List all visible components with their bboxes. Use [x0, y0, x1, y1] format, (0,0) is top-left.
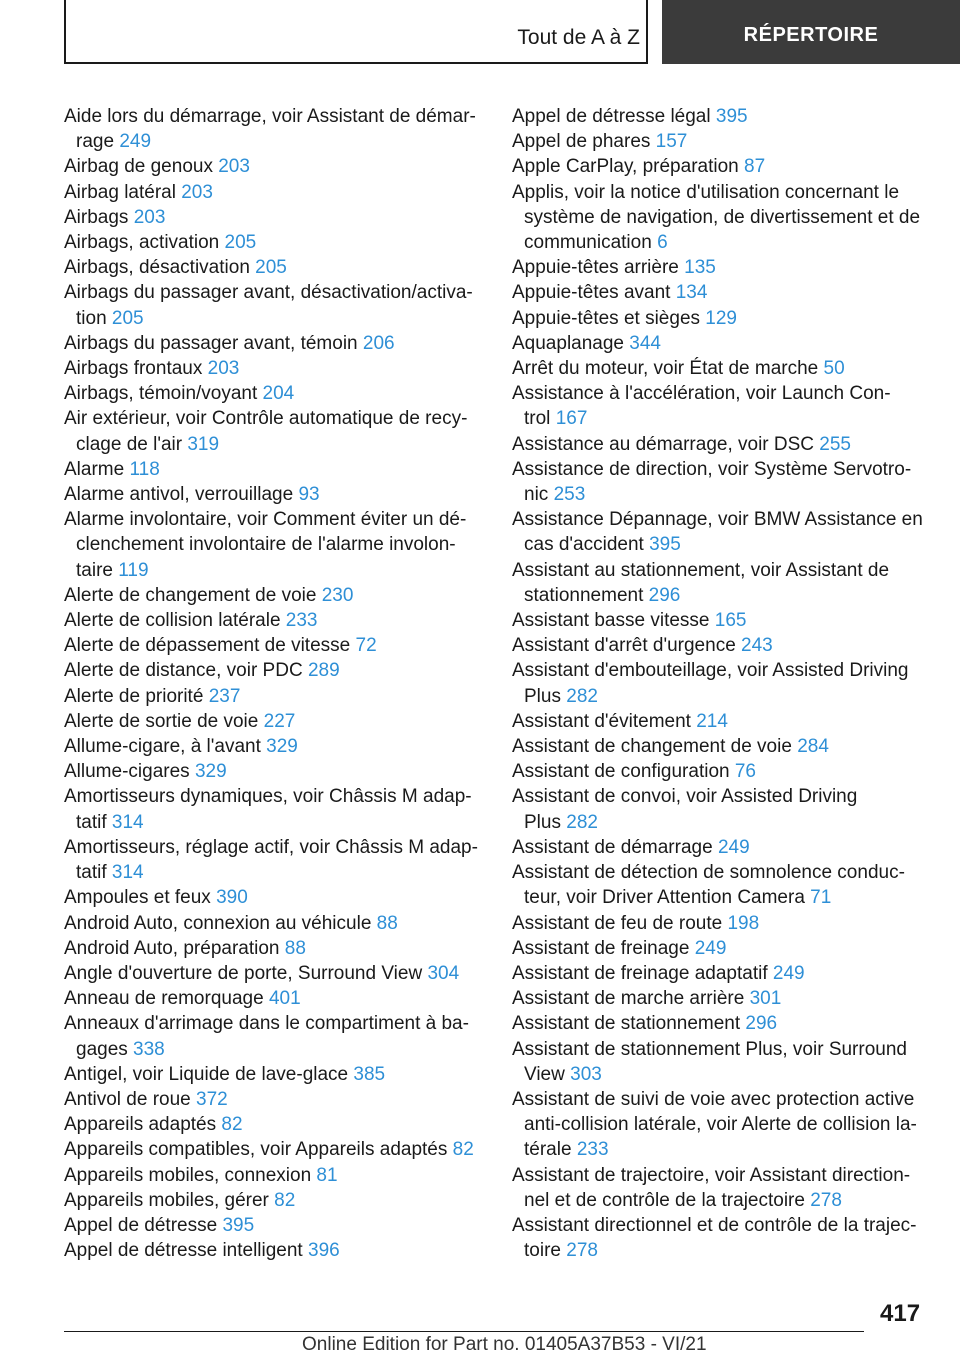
- header-section-title: Tout de A à Z: [517, 26, 640, 49]
- page-reference-link[interactable]: 304: [427, 962, 460, 984]
- index-entry: [64, 759, 478, 784]
- page-reference-link[interactable]: 255: [819, 433, 851, 455]
- index-entry-text: Appuie-têtes arrière: [512, 257, 685, 279]
- page-reference-link[interactable]: 329: [194, 761, 227, 783]
- index-entry-text: clage de l'air: [76, 433, 188, 455]
- index-entry-text: Aquaplanage: [512, 332, 630, 354]
- page-reference-link[interactable]: 282: [566, 811, 598, 833]
- page-reference-link[interactable]: 303: [570, 1063, 602, 1085]
- index-entry: [64, 406, 478, 456]
- index-entry-text: Appareils mobiles, gérer: [64, 1189, 275, 1211]
- index-entry: [512, 860, 930, 910]
- index-entry-text: Appel de phares: [512, 131, 656, 153]
- index-entry-text: Antigel, voir Liquide de lave-glace: [64, 1063, 354, 1085]
- page-reference-link[interactable]: 76: [734, 761, 756, 783]
- page-reference-link[interactable]: 165: [714, 610, 747, 632]
- index-entry: [64, 658, 478, 683]
- index-entry: [64, 633, 478, 658]
- index-entry-text: Appareils mobiles, connexion: [64, 1164, 317, 1186]
- index-entry-text: Anneau de remorquage: [64, 988, 269, 1010]
- index-entry-text: Amortisseurs, réglage actif, voir Châssis M adap‐: [64, 836, 478, 858]
- page-reference-link[interactable]: 88: [284, 937, 306, 959]
- index-entry-text: tatif: [76, 862, 112, 884]
- index-entry: [64, 1137, 478, 1162]
- index-entry-text: Android Auto, connexion au véhicule: [64, 912, 377, 934]
- page-reference-link[interactable]: 249: [717, 836, 750, 858]
- index-entry: [64, 1087, 478, 1112]
- index-entry-text: Assistant de configuration: [512, 761, 735, 783]
- index-entry-text: Airbags du passager avant, témoin: [64, 332, 363, 354]
- index-entry-text: tatif: [76, 811, 112, 833]
- page-reference-link[interactable]: 203: [207, 358, 240, 380]
- page-reference-link[interactable]: 395: [222, 1214, 255, 1236]
- index-entry-text: Applis, voir la notice d'utilisation concernant le: [512, 181, 900, 203]
- index-entry-text: Antivol de roue: [64, 1088, 197, 1110]
- index-entry-text: clenchement involontaire de l'alarme involon‐: [76, 534, 456, 556]
- index-entry-text: système de navigation, de divertissement et de: [524, 206, 921, 228]
- index-entry: [64, 507, 478, 583]
- index-entry-text: Assistant basse vitesse: [512, 610, 715, 632]
- page-reference-link[interactable]: 329: [266, 736, 298, 758]
- index-entry: [512, 1163, 930, 1213]
- page-reference-link[interactable]: 249: [772, 962, 805, 984]
- index-entry-text: Assistant de feu de route: [512, 912, 728, 934]
- index-entry-text: View: [524, 1063, 571, 1085]
- index-entry: [512, 709, 930, 734]
- page-reference-link[interactable]: 167: [555, 408, 588, 430]
- index-entry: [512, 129, 930, 154]
- index-entry-text: Arrêt du moteur, voir État de marche: [512, 358, 824, 380]
- index-entry-text: Appel de détresse légal: [512, 106, 716, 127]
- index-entry-text: Appel de détresse: [64, 1214, 223, 1236]
- index-entry-text: Ampoules et feux: [64, 887, 217, 909]
- index-entry-text: Assistance de direction, voir Système Servotro‐: [512, 458, 912, 480]
- index-entry: [512, 331, 930, 356]
- index-entry: [512, 961, 930, 986]
- index-entry: [64, 356, 478, 381]
- index-entry-text: Airbags, témoin/voyant: [64, 383, 263, 405]
- index-entry: [512, 280, 930, 305]
- page-reference-link[interactable]: 230: [321, 584, 354, 606]
- index-entry-text: anti-collision latérale, voir Alerte de collision la‐: [524, 1114, 917, 1136]
- index-entry: [64, 381, 478, 406]
- index-entry: [512, 608, 930, 633]
- index-entry: [64, 104, 478, 154]
- page-reference-link[interactable]: 227: [263, 710, 296, 732]
- index-entry-text: Anneaux d'arrimage dans le compartiment à ba‐: [64, 1013, 469, 1035]
- index-entry: [512, 1011, 930, 1036]
- index-entry-text: communication: [524, 232, 658, 254]
- index-entry: [512, 432, 930, 457]
- page-reference-link[interactable]: 372: [196, 1088, 228, 1110]
- page-number: 417: [880, 1300, 921, 1327]
- index-entry: [64, 180, 478, 205]
- index-entry: [512, 507, 930, 557]
- page-reference-link[interactable]: 237: [208, 685, 241, 707]
- index-entry-text: Assistant de freinage: [512, 937, 695, 959]
- index-entry: [512, 784, 930, 834]
- page-reference-link[interactable]: 118: [129, 458, 160, 480]
- index-entry-text: Airbags, activation: [64, 232, 225, 254]
- index-entry-text: Alerte de sortie de voie: [64, 710, 264, 732]
- page-reference-link[interactable]: 385: [353, 1063, 386, 1085]
- index-entry-text: tion: [76, 307, 112, 329]
- index-entry-text: Assistant de trajectoire, voir Assistant direction‐: [512, 1164, 911, 1186]
- index-entry-text: Angle d'ouverture de porte, Surround View: [64, 962, 428, 984]
- index-entry: [512, 658, 930, 708]
- page-reference-link[interactable]: 249: [119, 131, 152, 153]
- index-entry-text: Amortisseurs dynamiques, voir Châssis M adap‐: [64, 786, 472, 808]
- index-entry-text: rage: [76, 131, 120, 153]
- index-entry-text: stationnement: [524, 584, 649, 606]
- index-entry: [64, 1062, 478, 1087]
- index-entry-text: Assistance au démarrage, voir DSC: [512, 433, 820, 455]
- index-entry-text: Air extérieur, voir Contrôle automatique de recy‐: [64, 408, 468, 430]
- index-entry-text: taire: [76, 559, 119, 581]
- index-entry: [64, 734, 478, 759]
- page-reference-link[interactable]: 135: [684, 257, 716, 279]
- index-entry: [512, 457, 930, 507]
- page-reference-link[interactable]: 82: [221, 1114, 243, 1136]
- index-entry: [64, 885, 478, 910]
- index-entry-text: Assistant de changement de voie: [512, 736, 798, 758]
- index-entry-text: Appel de détresse intelligent: [64, 1240, 308, 1262]
- index-entry-text: Appuie-têtes avant: [512, 282, 676, 304]
- page-reference-link[interactable]: 205: [255, 257, 287, 279]
- page-reference-link[interactable]: 205: [224, 232, 257, 254]
- index-entry-text: Airbags frontaux: [64, 358, 208, 380]
- page-reference-link[interactable]: 233: [285, 610, 318, 632]
- index-entry-text: Assistant de stationnement Plus, voir Surround: [512, 1038, 907, 1060]
- index-entry-text: gages: [76, 1038, 134, 1060]
- index-entry-text: Alerte de dépassement de vitesse: [64, 635, 356, 657]
- index-entry-text: Assistant de marche arrière: [512, 988, 750, 1010]
- page-reference-link[interactable]: 82: [274, 1189, 296, 1211]
- index-entry: [64, 1213, 478, 1238]
- page-reference-link[interactable]: 50: [823, 358, 845, 380]
- page-reference-link[interactable]: 314: [111, 862, 144, 884]
- index-entry-text: Assistant d'évitement: [512, 710, 697, 732]
- page-reference-link[interactable]: 203: [181, 181, 213, 203]
- index-entry-text: Airbag latéral: [64, 181, 182, 203]
- index-entry-text: Assistant de suivi de voie avec protection active: [512, 1088, 915, 1110]
- index-entry: [64, 986, 478, 1011]
- page-reference-link[interactable]: 243: [741, 635, 773, 657]
- index-entry: [512, 835, 930, 860]
- page-reference-link[interactable]: 71: [810, 887, 832, 909]
- index-entry: [64, 154, 478, 179]
- index-entry-text: Alarme antivol, verrouillage: [64, 484, 299, 506]
- index-entry-text: Assistant de détection de somnolence conduc‐: [512, 862, 905, 884]
- page-reference-link[interactable]: 396: [308, 1240, 340, 1262]
- index-entry: [512, 986, 930, 1011]
- index-entry: [64, 205, 478, 230]
- page-reference-link[interactable]: 282: [566, 685, 598, 707]
- page-reference-link[interactable]: 390: [216, 887, 248, 909]
- index-entry: [512, 381, 930, 431]
- index-entry-text: Alerte de priorité: [64, 685, 209, 707]
- index-entry-text: nel et de contrôle de la trajectoire: [524, 1189, 811, 1211]
- index-entry-text: Airbags: [64, 206, 134, 228]
- page-reference-link[interactable]: 296: [745, 1013, 778, 1035]
- index-entry-text: Assistant de freinage adaptatif: [512, 962, 773, 984]
- page-reference-link[interactable]: 301: [749, 988, 782, 1010]
- index-entry: [512, 154, 930, 179]
- index-entry: [512, 558, 930, 608]
- index-entry-text: Appareils compatibles, voir Appareils adaptés: [64, 1139, 453, 1161]
- index-entry: [512, 633, 930, 658]
- page-reference-link[interactable]: 278: [566, 1240, 598, 1262]
- index-entry-text: Airbags du passager avant, désactivation/activa‐: [64, 282, 473, 304]
- page-reference-link[interactable]: 278: [810, 1189, 842, 1211]
- index-entry: [64, 280, 478, 330]
- page-reference-link[interactable]: 81: [316, 1164, 338, 1186]
- index-entry: [64, 583, 478, 608]
- index-entry: [64, 1112, 478, 1137]
- index-entry: [512, 1037, 930, 1087]
- page-reference-link[interactable]: 319: [187, 433, 220, 455]
- index-entry-text: Allume-cigares: [64, 761, 195, 783]
- index-entry-text: teur, voir Driver Attention Camera: [524, 887, 811, 909]
- page-reference-link[interactable]: 401: [268, 988, 301, 1010]
- page-reference-link[interactable]: 82: [452, 1139, 474, 1161]
- index-entry-text: Assistant de démarrage: [512, 836, 718, 858]
- index-entry-text: Alerte de changement de voie: [64, 584, 322, 606]
- index-entry: [64, 1188, 478, 1213]
- index-entry-text: Assistant de convoi, voir Assisted Driving: [512, 786, 858, 808]
- page-reference-link[interactable]: 134: [675, 282, 708, 304]
- index-entry: [512, 936, 930, 961]
- index-entry-text: Airbag de genoux: [64, 156, 219, 178]
- page-reference-link[interactable]: 93: [298, 484, 320, 506]
- page-reference-link[interactable]: 206: [362, 332, 395, 354]
- index-entry-text: Assistance à l'accélération, voir Launch Con‐: [512, 383, 891, 405]
- page-reference-link[interactable]: 203: [133, 206, 166, 228]
- index-entry-text: térale: [524, 1139, 577, 1161]
- index-entry-text: nic: [524, 484, 554, 506]
- index-entry: [64, 961, 478, 986]
- index-entry-text: Appareils adaptés: [64, 1114, 222, 1136]
- index-entry: [64, 1011, 478, 1061]
- index-entry: [512, 759, 930, 784]
- index-entry-text: Assistant d'arrêt d'urgence: [512, 635, 742, 657]
- index-entry: [512, 911, 930, 936]
- index-entry-text: Assistance Dépannage, voir BMW Assistance en: [512, 509, 923, 531]
- index-entry-text: Assistant directionnel et de contrôle de la trajec‐: [512, 1214, 917, 1236]
- index-entry: [64, 936, 478, 961]
- index-entry-text: Alarme: [64, 458, 130, 480]
- index-entry: [512, 1213, 930, 1263]
- page-reference-link[interactable]: 157: [655, 131, 688, 153]
- page-reference-link[interactable]: 87: [744, 156, 766, 178]
- index-entry: [512, 1087, 930, 1163]
- page-reference-link[interactable]: 72: [355, 635, 377, 657]
- index-entry: [64, 709, 478, 734]
- index-entry: [64, 684, 478, 709]
- index-entry-text: Aide lors du démarrage, voir Assistant de démar‐: [64, 106, 476, 127]
- index-entry: [512, 306, 930, 331]
- index-entry-text: trol: [524, 408, 556, 430]
- index-entry-text: Plus: [524, 685, 567, 707]
- header-chapter-tab: RÉPERTOIRE: [662, 0, 960, 64]
- page-reference-link[interactable]: 249: [694, 937, 727, 959]
- footer-divider: [64, 1331, 864, 1332]
- index-entry-text: Appuie-têtes et sièges: [512, 307, 706, 329]
- index-entry-text: Alerte de distance, voir PDC: [64, 660, 308, 682]
- index-column-left: [64, 104, 478, 1263]
- index-entry: [64, 835, 478, 885]
- index-entry-text: toire: [524, 1240, 567, 1262]
- page-reference-link[interactable]: 314: [111, 811, 144, 833]
- index-entry: [512, 104, 930, 129]
- page-reference-link[interactable]: 205: [111, 307, 144, 329]
- page-reference-link[interactable]: 88: [376, 912, 398, 934]
- page-reference-link[interactable]: 6: [657, 232, 668, 254]
- index-entry: [64, 784, 478, 834]
- index-entry-text: Assistant au stationnement, voir Assistant de: [512, 559, 890, 581]
- index-entry-text: Android Auto, préparation: [64, 937, 285, 959]
- page-reference-link[interactable]: 203: [218, 156, 250, 178]
- index-column-right: [512, 104, 930, 1263]
- index-entry-text: Assistant d'embouteillage, voir Assisted Driving: [512, 660, 909, 682]
- index-entry: [64, 1238, 478, 1263]
- index-entry-text: Plus: [524, 811, 567, 833]
- index-entry: [512, 356, 930, 381]
- index-entry-text: Assistant de stationnement: [512, 1013, 746, 1035]
- page-reference-link[interactable]: 198: [727, 912, 760, 934]
- index-entry-text: Airbags, désactivation: [64, 257, 256, 279]
- page-reference-link[interactable]: 296: [648, 584, 681, 606]
- index-entry-text: Alerte de collision latérale: [64, 610, 286, 632]
- page-reference-link[interactable]: 344: [629, 332, 661, 354]
- index-entry: [64, 331, 478, 356]
- footer-edition: Online Edition for Part no. 01405A37B53 - VI/21: [302, 1334, 707, 1355]
- index-entry-text: cas d'accident: [524, 534, 650, 556]
- page-reference-link[interactable]: 338: [133, 1038, 165, 1060]
- index-entry: [64, 1163, 478, 1188]
- page-reference-link[interactable]: 395: [715, 106, 748, 127]
- index-entry: [512, 734, 930, 759]
- index-entry: [64, 608, 478, 633]
- page-reference-link[interactable]: 395: [649, 534, 681, 556]
- page-reference-link[interactable]: 253: [553, 484, 586, 506]
- index-entry-text: Alarme involontaire, voir Comment éviter un dé‐: [64, 509, 467, 531]
- index-entry: [512, 255, 930, 280]
- page-reference-link[interactable]: 214: [696, 710, 728, 732]
- index-entry: [64, 911, 478, 936]
- page-reference-link[interactable]: 204: [262, 383, 295, 405]
- page-reference-link[interactable]: 289: [307, 660, 340, 682]
- index-entry: [64, 255, 478, 280]
- index-entry-text: Apple CarPlay, préparation: [512, 156, 744, 178]
- page-reference-link[interactable]: 119: [118, 559, 149, 581]
- index-entry: [64, 482, 478, 507]
- index-entry: [64, 230, 478, 255]
- page-reference-link[interactable]: 233: [576, 1139, 609, 1161]
- page-reference-link[interactable]: 129: [705, 307, 737, 329]
- index-entry-text: Allume-cigare, à l'avant: [64, 736, 267, 758]
- page-reference-link[interactable]: 284: [797, 736, 829, 758]
- index-entry: [512, 180, 930, 256]
- index-entry: [64, 457, 478, 482]
